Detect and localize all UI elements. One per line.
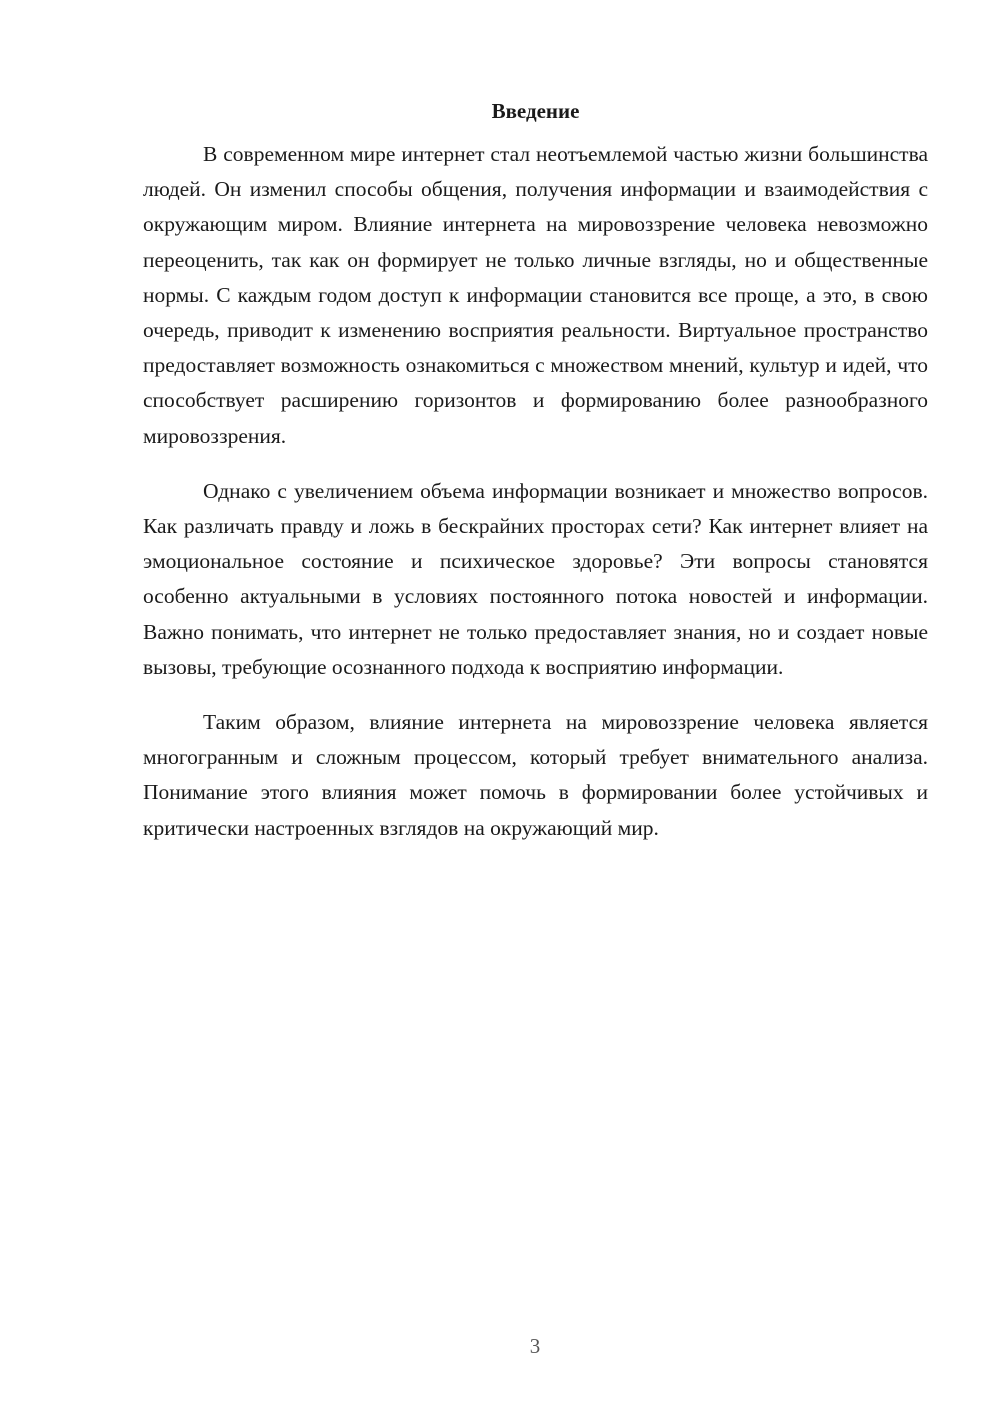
- paragraph-intro: В современном мире интернет стал неотъемлемой частью жизни большинства людей. Он изменил способы общения, получения информации и взаимодействия с окружающим миром. Влияние интернета на мировоззрение человека невозможно переоценить, так как он формирует не только личные взгляды, но и общественные нормы. С каждым годом доступ к информации становится все проще, а это, в свою очередь, приводит к изменению восприятия реальности. Виртуальное пространство предоставляет возможность ознакомиться с множеством мнений, культур и идей, что способствует расширению горизонтов и формированию более разнообразного мировоззрения.: [143, 142, 928, 448]
- section-heading: Введение: [491, 99, 580, 123]
- page-number: 3: [529, 1334, 541, 1358]
- paragraph-conclusion: Таким образом, влияние интернета на мировоззрение человека является многогранным и сложным процессом, который требует внимательного анализа. Понимание этого влияния может помочь в формировании более устойчивых и критически настроенных взглядов на окружающий мир.: [143, 710, 928, 840]
- paragraph-questions: Однако с увеличением объема информации возникает и множество вопросов. Как различать правду и ложь в бескрайних просторах сети? Как интернет влияет на эмоциональное состояние и психическое здоровье? Эти вопросы становятся особенно актуальными в условиях постоянного потока новостей и информации. Важно понимать, что интернет не только предоставляет знания, но и создает новые вызовы, требующие осознанного подхода к восприятию информации.: [143, 478, 928, 679]
- page-content: [143, 96, 928, 866]
